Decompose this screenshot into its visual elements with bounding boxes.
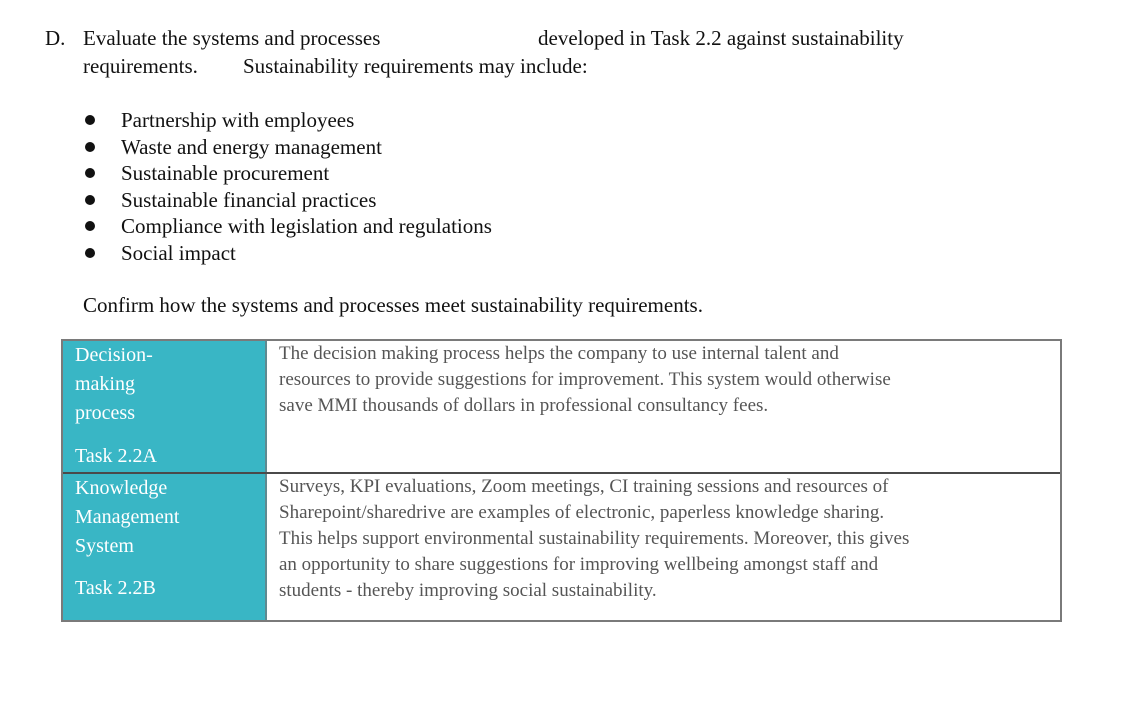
content-line: students - thereby improving social sustainability. bbox=[279, 580, 657, 601]
list-item-text: Waste and energy management bbox=[121, 134, 382, 159]
content-line: save MMI thousands of dollars in professional consultancy fees. bbox=[279, 395, 769, 416]
row-label-line: System bbox=[75, 535, 134, 557]
row-label-line: process bbox=[75, 402, 135, 424]
bullet-icon bbox=[85, 168, 95, 178]
confirm-instruction: Confirm how the systems and processes meet sustainability requirements. bbox=[83, 293, 703, 317]
table-content-cell[interactable] bbox=[279, 474, 1039, 604]
list-item-text: Compliance with legislation and regulations bbox=[121, 214, 492, 239]
list-item-text: Partnership with employees bbox=[121, 108, 355, 132]
list-item-text: Sustainable procurement bbox=[121, 161, 330, 186]
content-line: Sharepoint/sharedrive are examples of electronic, paperless knowledge sharing. bbox=[279, 502, 885, 523]
row-label bbox=[75, 474, 245, 561]
table-row bbox=[63, 341, 1060, 474]
table-content-cell[interactable] bbox=[279, 341, 1039, 419]
question-letter: D. bbox=[45, 26, 66, 50]
row-label-line: Management bbox=[75, 506, 180, 528]
row-label-line: Decision- bbox=[75, 344, 153, 366]
question-text-line1-part1: Evaluate the systems and processes bbox=[83, 26, 381, 50]
row-label-line: making bbox=[75, 373, 135, 395]
row-label-line: Knowledge bbox=[75, 477, 168, 499]
question-text-line1-part2: developed in Task 2.2 against sustainability bbox=[538, 26, 904, 50]
question-text-line2-part1: requirements. bbox=[83, 54, 198, 78]
content-line: The decision making process helps the company to use internal talent and bbox=[279, 343, 839, 364]
bullet-icon bbox=[85, 195, 95, 205]
table-row bbox=[63, 474, 1060, 620]
answer-table bbox=[61, 339, 1062, 622]
bullet-icon bbox=[85, 115, 95, 125]
content-line: This helps support environmental sustainability requirements. Moreover, this gives bbox=[279, 528, 910, 549]
content-line: resources to provide suggestions for improvement. This system would otherwise bbox=[279, 369, 891, 390]
row-task-label: Task 2.2A bbox=[75, 445, 157, 467]
row-label bbox=[75, 341, 245, 428]
list-item-text: Sustainable financial practices bbox=[121, 187, 377, 212]
row-task-label: Task 2.2B bbox=[75, 577, 156, 599]
table-label-cell bbox=[63, 474, 267, 620]
content-line: an opportunity to share suggestions for improving wellbeing amongst staff and bbox=[279, 554, 879, 575]
bullet-icon bbox=[85, 221, 95, 231]
question-text-line2-part2: Sustainability requirements may include: bbox=[243, 54, 588, 78]
bullet-icon bbox=[85, 248, 95, 258]
table-label-cell bbox=[63, 341, 267, 472]
bullet-icon bbox=[85, 142, 95, 152]
content-line: Surveys, KPI evaluations, Zoom meetings, CI training sessions and resources of bbox=[279, 476, 889, 497]
list-item-text: Social impact bbox=[121, 240, 236, 265]
